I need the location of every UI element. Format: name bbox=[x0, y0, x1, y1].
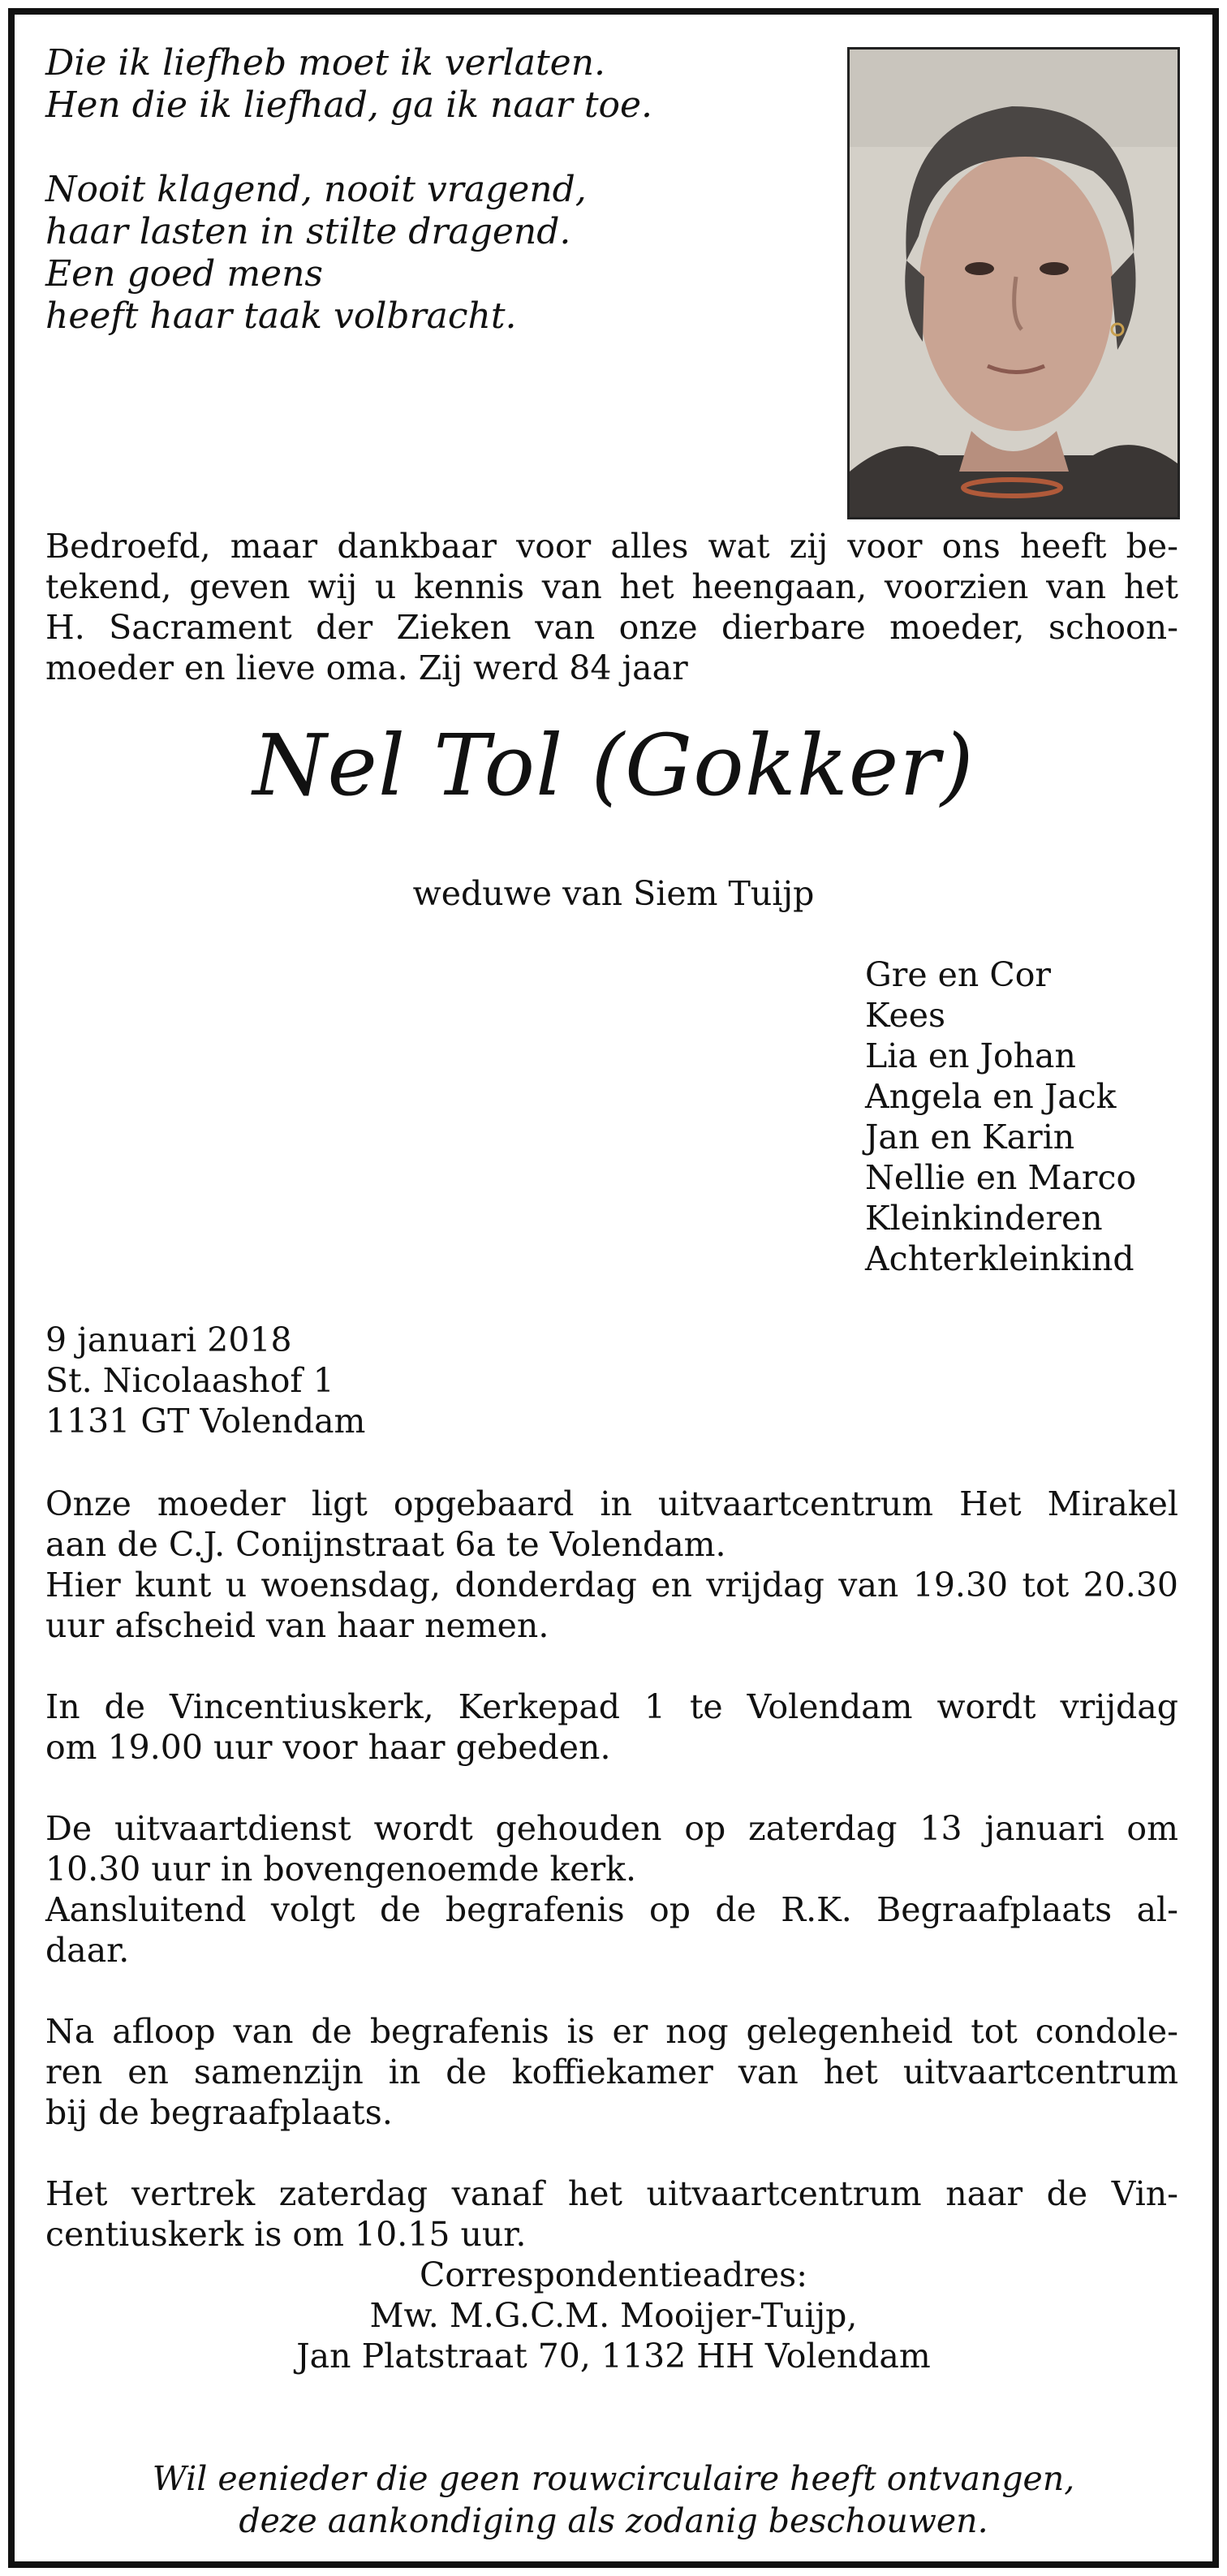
closing-note bbox=[15, 2458, 1212, 2542]
poem-line: Die ik liefheb moet ik verlaten. bbox=[45, 42, 606, 84]
paragraph-prayer bbox=[45, 1686, 1178, 1768]
family-member: Angela en Jack bbox=[865, 1077, 1117, 1116]
text-line: Aansluitend volgt de begrafenis op de R.K. Begraafplaats al- bbox=[45, 1890, 1178, 1929]
poem-line: heeft haar taak volbracht. bbox=[45, 295, 517, 337]
obituary-notice bbox=[8, 8, 1219, 2568]
deceased-name: Nel Tol (Gokker) bbox=[252, 716, 975, 815]
portrait-photo bbox=[847, 47, 1180, 519]
text-line: In de Vincentiuskerk, Kerkepad 1 te Volendam wordt vrijdag bbox=[45, 1687, 1178, 1726]
paragraph-departure bbox=[45, 2173, 1178, 2255]
poem bbox=[45, 42, 652, 380]
text-line: daar. bbox=[45, 1931, 130, 1970]
family-list bbox=[865, 954, 1136, 1279]
closing-line: deze aankondiging als zodanig beschouwen. bbox=[239, 2501, 988, 2540]
correspondence-heading: Correspondentieadres: bbox=[419, 2255, 808, 2294]
family-member: Gre en Cor bbox=[865, 955, 1052, 994]
widow-of: weduwe van Siem Tuijp bbox=[412, 874, 815, 913]
family-member: Achterkleinkind bbox=[865, 1239, 1134, 1278]
family-member: Kees bbox=[865, 996, 946, 1035]
text-line: om 19.00 uur voor haar gebeden. bbox=[45, 1728, 611, 1767]
text-line: 10.30 uur in bovengenoemde kerk. bbox=[45, 1850, 637, 1889]
date-address bbox=[45, 1320, 365, 1441]
closing-line: Wil eenieder die geen rouwcirculaire heeft ontvangen, bbox=[152, 2459, 1075, 2498]
family-member: Nellie en Marco bbox=[865, 1158, 1137, 1197]
date: 9 januari 2018 bbox=[45, 1320, 292, 1359]
paragraph-condolences bbox=[45, 2011, 1178, 2133]
poem-line: Nooit klagend, nooit vragend, bbox=[45, 169, 587, 210]
text-line: Het vertrek zaterdag vanaf het uitvaartcentrum naar de Vin- bbox=[45, 2174, 1178, 2213]
correspondence-name: Mw. M.G.C.M. Mooijer-Tuijp, bbox=[369, 2296, 858, 2335]
text-line: centiuskerk is om 10.15 uur. bbox=[45, 2215, 527, 2254]
text-line: H. Sacrament der Zieken van onze dierbare moeder, schoon- bbox=[45, 608, 1178, 647]
text-line: Bedroefd, maar dankbaar voor alles wat zij voor ons heeft be- bbox=[45, 527, 1178, 566]
poem-line: Hen die ik liefhad, ga ik naar toe. bbox=[45, 84, 653, 126]
text-line: aan de C.J. Conijnstraat 6a te Volendam. bbox=[45, 1525, 726, 1564]
correspondence-street: Jan Platstraat 70, 1132 HH Volendam bbox=[296, 2337, 931, 2376]
correspondence-address bbox=[15, 2255, 1212, 2376]
family-member: Kleinkinderen bbox=[865, 1199, 1103, 1238]
poem-line: Een goed mens bbox=[45, 253, 324, 295]
family-member: Lia en Johan bbox=[865, 1036, 1076, 1075]
family-member: Jan en Karin bbox=[865, 1118, 1075, 1157]
text-line: bij de begraafplaats. bbox=[45, 2093, 393, 2132]
text-line: ren en samenzijn in de koffiekamer van het uitvaartcentrum bbox=[45, 2053, 1178, 2091]
poem-stanza-2 bbox=[45, 169, 652, 338]
text-line: Hier kunt u woensdag, donderdag en vrijdag van 19.30 tot 20.30 bbox=[45, 1566, 1178, 1605]
poem-line: haar lasten in stilte dragend. bbox=[45, 211, 571, 252]
intro-paragraph bbox=[45, 526, 1178, 688]
text-line: Na afloop van de begrafenis is er nog gelegenheid tot condole- bbox=[45, 2012, 1178, 2051]
text-line: De uitvaartdienst wordt gehouden op zaterdag 13 januari om bbox=[45, 1809, 1178, 1848]
address-city: 1131 GT Volendam bbox=[45, 1402, 366, 1441]
paragraph-funeral bbox=[45, 1808, 1178, 1971]
text-line: moeder en lieve oma. Zij werd 84 jaar bbox=[45, 648, 688, 687]
address-street: St. Nicolaashof 1 bbox=[45, 1361, 334, 1400]
poem-stanza-1 bbox=[45, 42, 652, 127]
text-line: uur afscheid van haar nemen. bbox=[45, 1606, 549, 1645]
paragraph-viewing bbox=[45, 1484, 1178, 1646]
text-line: Onze moeder ligt opgebaard in uitvaartcentrum Het Mirakel bbox=[45, 1484, 1178, 1523]
text-line: tekend, geven wij u kennis van het heengaan, voorzien van het bbox=[45, 567, 1178, 606]
